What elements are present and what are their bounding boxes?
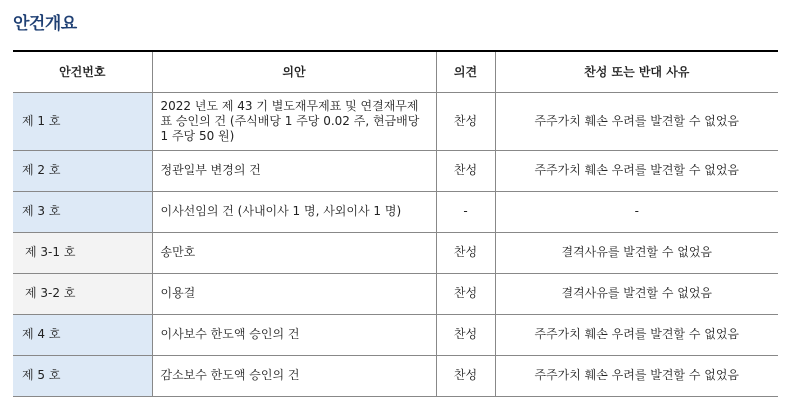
agenda-reason: 주주가치 훼손 우려를 발견할 수 없었음 [495, 314, 778, 355]
header-reason: 찬성 또는 반대 사유 [495, 51, 778, 92]
agenda-reason: 주주가치 훼손 우려를 발견할 수 없었음 [495, 150, 778, 191]
table-header-row [13, 51, 778, 92]
agenda-opinion: 찬성 [436, 92, 495, 150]
agenda-title: 이사보수 한도액 승인의 건 [152, 314, 436, 355]
agenda-number: 제 4 호 [13, 314, 152, 355]
header-number: 안건번호 [13, 51, 152, 92]
agenda-opinion: 찬성 [436, 150, 495, 191]
agenda-title: 이사선임의 건 (사내이사 1 명, 사외이사 1 명) [152, 191, 436, 232]
agenda-opinion: 찬성 [436, 314, 495, 355]
agenda-title: 송만호 [152, 232, 436, 273]
agenda-title: 감소보수 한도액 승인의 건 [152, 355, 436, 396]
agenda-number: 제 3 호 [13, 191, 152, 232]
agenda-reason: - [495, 191, 778, 232]
agenda-opinion: 찬성 [436, 355, 495, 396]
table-row [13, 273, 778, 314]
agenda-reason: 주주가치 훼손 우려를 발견할 수 없었음 [495, 92, 778, 150]
agenda-reason: 결격사유를 발견할 수 없었음 [495, 232, 778, 273]
agenda-title: 정관일부 변경의 건 [152, 150, 436, 191]
agenda-number: 제 3-1 호 [13, 232, 152, 273]
table-row [13, 191, 778, 232]
agenda-opinion: 찬성 [436, 232, 495, 273]
agenda-table [13, 50, 778, 397]
table-row [13, 232, 778, 273]
agenda-title: 2022 년도 제 43 기 별도재무제표 및 연결재무제표 승인의 건 (주식배당 1 주당 0.02 주, 현금배당 1 주당 50 원) [152, 92, 436, 150]
agenda-number: 제 1 호 [13, 92, 152, 150]
agenda-number: 제 5 호 [13, 355, 152, 396]
agenda-reason: 주주가치 훼손 우려를 발견할 수 없었음 [495, 355, 778, 396]
agenda-opinion: 찬성 [436, 273, 495, 314]
page-title: 안건개요 [13, 14, 77, 34]
agenda-opinion: - [436, 191, 495, 232]
agenda-number: 제 3-2 호 [13, 273, 152, 314]
table-row [13, 355, 778, 396]
table-row [13, 314, 778, 355]
agenda-title: 이용걸 [152, 273, 436, 314]
table-row [13, 92, 778, 150]
agenda-reason: 결격사유를 발견할 수 없었음 [495, 273, 778, 314]
header-agenda: 의안 [152, 51, 436, 92]
agenda-number: 제 2 호 [13, 150, 152, 191]
table-row [13, 150, 778, 191]
header-opinion: 의견 [436, 51, 495, 92]
